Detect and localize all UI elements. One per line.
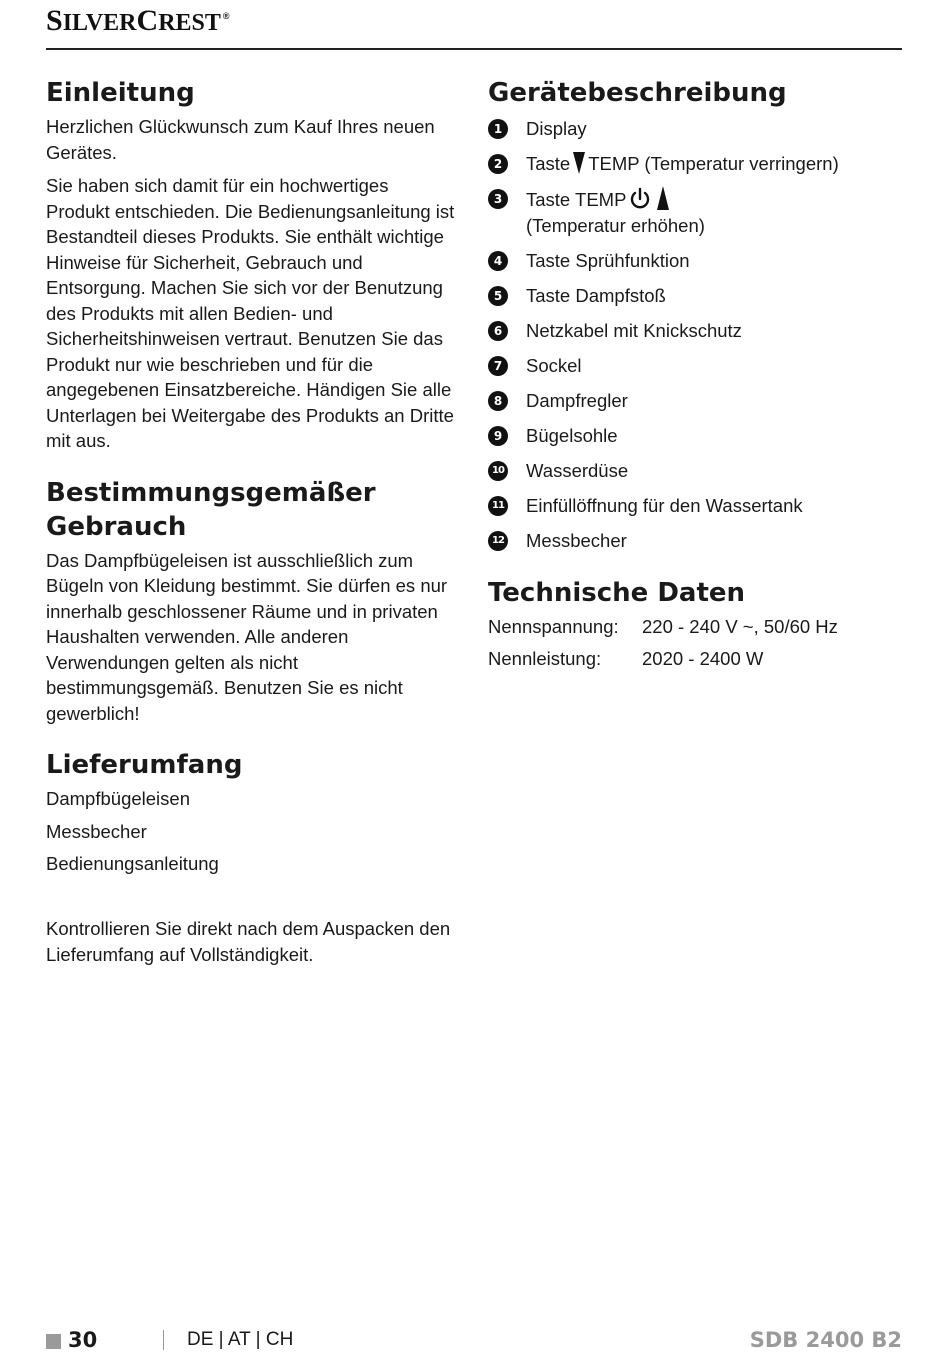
intro-paragraph-2: Sie haben sich damit für ein hochwertiges Produkt entschieden. Die Bedienungsanleitung ist Bestandteil dieses Produkts. Sie enthält wichtige Hinweise für Sicherheit, Gebrauch und Entsorgung. Machen Sie sich vor der Benutzung des Produkts mit allen Bedien- und Sicherheitshinweisen vertraut. Benutzen Sie das Produkt nur wie beschrieben und für die angegebenen Einsatzbereiche. Händigen Sie alle Unterlagen bei Weitergabe des Produkts an Dritte mit aus.	[46, 175, 455, 451]
item-label: (Temperatur erhöhen)	[526, 215, 705, 236]
item-number: 10	[488, 461, 508, 481]
table-row	[488, 646, 838, 678]
tech-key: Nennleistung:	[488, 648, 602, 669]
intro-paragraph-1: Herzlichen Glückwunsch zum Kauf Ihres neuen Gerätes.	[46, 116, 435, 163]
item-label: Einfüllöffnung für den Wassertank	[526, 495, 803, 516]
right-column	[488, 76, 908, 700]
header-rule	[46, 48, 902, 50]
parts-list	[488, 116, 908, 554]
item-label: Taste Sprühfunktion	[526, 250, 690, 271]
triangle-up-icon	[657, 186, 669, 210]
tech-table	[488, 614, 838, 678]
item-label: Messbecher	[526, 530, 627, 551]
item-number: 11	[488, 496, 508, 516]
list-item	[488, 528, 908, 554]
section-scope-of-delivery	[46, 748, 456, 967]
item-number: 6	[488, 321, 508, 341]
item-label: Wasserdüse	[526, 460, 629, 481]
desc-heading: Gerätebeschreibung	[488, 78, 787, 108]
list-item	[488, 423, 908, 449]
item-number: 4	[488, 251, 508, 271]
page-number: 30	[68, 1328, 98, 1352]
scope-item: Bedienungsanleitung	[46, 853, 219, 874]
use-paragraph: Das Dampfbügeleisen ist ausschließlich zum Bügeln von Kleidung bestimmt. Sie dürfen es nur innerhalb geschlossener Räume und in privaten Haushalten verwenden. Alle anderen Verwendungen gelten als nicht bestimmungsgemäß. Benutzen Sie es nicht gewerblich!	[46, 549, 448, 724]
list-item	[488, 388, 908, 414]
item-number: 12	[488, 531, 508, 551]
list-item	[488, 283, 908, 309]
footer-model: SDB 2400 B2	[749, 1328, 902, 1352]
list-item	[488, 318, 908, 344]
item-label: Taste Dampfstoß	[526, 285, 666, 306]
use-heading: Bestimmungsgemäßer Gebrauch	[46, 477, 376, 542]
left-column	[46, 76, 456, 989]
item-number: 8	[488, 391, 508, 411]
tech-heading: Technische Daten	[488, 578, 746, 608]
power-icon	[629, 187, 651, 211]
list-item	[488, 458, 908, 484]
item-label: Dampfregler	[526, 390, 628, 411]
item-label: Taste TEMP	[526, 189, 627, 210]
tech-value: 2020 - 2400 W	[642, 648, 764, 669]
item-number: 3	[488, 189, 508, 209]
section-intro	[46, 76, 456, 454]
table-row	[488, 614, 838, 646]
item-label: Bügelsohle	[526, 425, 618, 446]
scope-item: Messbecher	[46, 820, 147, 842]
section-device-description	[488, 76, 908, 554]
scope-heading: Lieferumfang	[46, 750, 243, 780]
triangle-down-icon	[573, 152, 585, 174]
item-label: TEMP (Temperatur verringern)	[588, 153, 839, 174]
list-item	[488, 116, 908, 142]
section-intended-use	[46, 476, 456, 727]
tech-value: 220 - 240 V ~, 50/60 Hz	[642, 616, 838, 637]
footer-divider	[163, 1330, 164, 1350]
item-label: Netzkabel mit Knickschutz	[526, 320, 742, 341]
footer-square-marker	[46, 1334, 61, 1349]
item-number: 1	[488, 119, 508, 139]
list-item	[488, 151, 908, 177]
item-label: Sockel	[526, 355, 582, 376]
item-number: 2	[488, 154, 508, 174]
item-number: 7	[488, 356, 508, 376]
list-item	[488, 353, 908, 379]
page-footer	[46, 1328, 902, 1356]
intro-heading: Einleitung	[46, 78, 195, 108]
tech-key: Nennspannung:	[488, 616, 619, 637]
item-number: 9	[488, 426, 508, 446]
list-item	[488, 493, 908, 519]
brand-logo: SILVERCREST ®	[46, 4, 230, 37]
list-item	[488, 186, 908, 239]
scope-note: Kontrollieren Sie direkt nach dem Auspacken den Lieferumfang auf Vollständigkeit.	[46, 918, 451, 965]
section-technical-data	[488, 576, 908, 678]
item-number: 5	[488, 286, 508, 306]
list-item	[488, 248, 908, 274]
scope-item: Dampfbügeleisen	[46, 788, 190, 809]
item-label: Taste	[526, 153, 571, 174]
footer-countries: DE | AT | CH	[187, 1329, 294, 1350]
item-label: Display	[526, 118, 587, 139]
